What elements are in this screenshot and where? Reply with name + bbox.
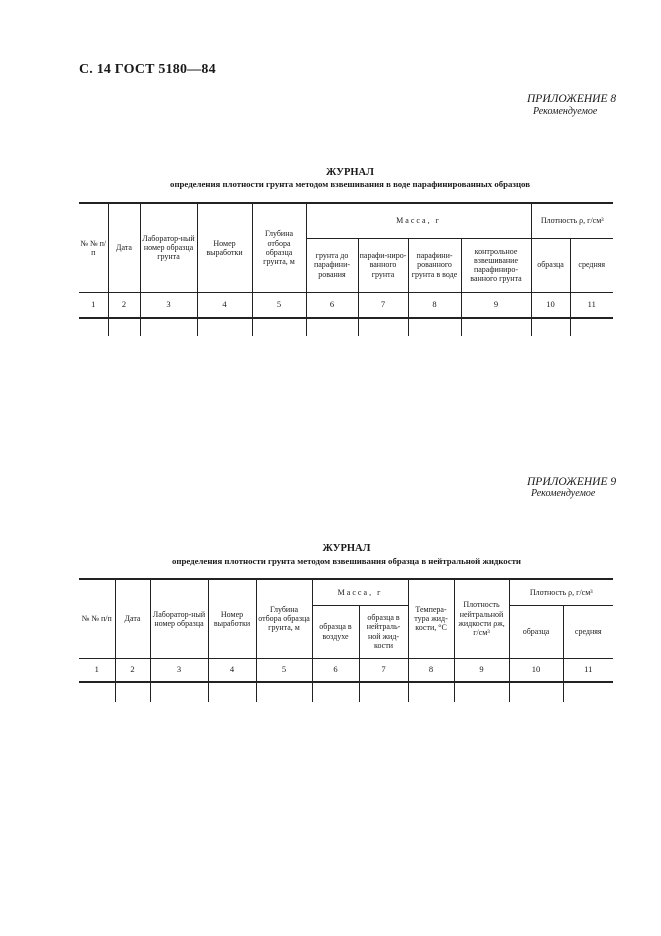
- journal-9-subtitle: определения плотности грунта методом взвешивания образца в нейтральной жидкости: [171, 556, 521, 566]
- col-date-header: Дата: [115, 579, 150, 658]
- empty-cell: [312, 682, 359, 702]
- empty-cell: [256, 682, 312, 702]
- col-number: 1: [79, 658, 115, 682]
- col-number-header: № № п/п: [79, 579, 115, 658]
- empty-cell: [150, 682, 208, 702]
- empty-cell: [252, 318, 306, 336]
- empty-cell: [358, 318, 408, 336]
- col-control-weighing-header: контрольное взвешивание парафиниро-ванного грунта: [461, 238, 531, 292]
- appendix-8-subtitle: Рекомендуемое: [533, 106, 598, 117]
- col-paraffined-header: парафи-ниро-ванного грунта: [358, 238, 408, 292]
- col-number: 8: [408, 658, 454, 682]
- appendix-8-title: ПРИЛОЖЕНИЕ 8: [527, 93, 617, 105]
- col-sample-air-header: образца в воздухе: [312, 605, 359, 658]
- col-lab-number-header: Лаборатор-ный номер образца грунта: [140, 203, 197, 292]
- col-number: 11: [570, 292, 613, 318]
- appendix-9-title: ПРИЛОЖЕНИЕ 9: [527, 476, 617, 488]
- col-number: 11: [563, 658, 613, 682]
- col-date-header: Дата: [108, 203, 140, 292]
- journal-8-table: [79, 202, 613, 336]
- empty-cell: [115, 682, 150, 702]
- empty-cell: [79, 682, 115, 702]
- empty-cell: [408, 682, 454, 702]
- empty-cell: [509, 682, 563, 702]
- col-sample-density-header: образца: [509, 605, 563, 658]
- journal-9-title: ЖУРНАЛ: [322, 543, 371, 554]
- density-group-header: Плотность ρ, г/см³: [509, 579, 613, 605]
- col-temperature-header: Темпера-тура жид-кости, °С: [408, 579, 454, 658]
- col-excavation-header: Номер выработки: [208, 579, 256, 658]
- empty-cell: [208, 682, 256, 702]
- empty-cell: [461, 318, 531, 336]
- col-number-header: № № п/п: [79, 203, 108, 292]
- col-liquid-density-header: Плотность нейтральной жидкости ρж, г/см³: [454, 579, 509, 658]
- col-number: 7: [358, 292, 408, 318]
- col-average-density-header: средняя: [563, 605, 613, 658]
- col-sample-liquid-header: образца в нейтраль-ной жид-кости: [359, 605, 408, 658]
- col-number: 1: [79, 292, 108, 318]
- empty-cell: [79, 318, 108, 336]
- density-group-header: Плотность ρ, г/см³: [531, 203, 613, 238]
- col-number: 9: [454, 658, 509, 682]
- col-soil-before-header: грунта до парафини-рования: [306, 238, 358, 292]
- col-depth-header: Глубина отбора образца грунта, м: [252, 203, 306, 292]
- col-number: 6: [312, 658, 359, 682]
- mass-group-header: Масса, г: [306, 203, 531, 238]
- col-number: 3: [140, 292, 197, 318]
- col-paraffined-water-header: парафини-рованного грунта в воде: [408, 238, 461, 292]
- col-number: 6: [306, 292, 358, 318]
- empty-cell: [197, 318, 252, 336]
- col-number: 8: [408, 292, 461, 318]
- mass-group-header: Масса, г: [312, 579, 408, 605]
- appendix-9-subtitle: Рекомендуемое: [531, 488, 596, 499]
- col-number: 5: [256, 658, 312, 682]
- journal-8-title: ЖУРНАЛ: [326, 167, 374, 178]
- col-number: 7: [359, 658, 408, 682]
- empty-cell: [140, 318, 197, 336]
- col-number: 3: [150, 658, 208, 682]
- col-depth-header: Глубина отбора образца грунта, м: [256, 579, 312, 658]
- page-header: С. 14 ГОСТ 5180—84: [79, 62, 216, 77]
- col-number: 2: [115, 658, 150, 682]
- empty-cell: [531, 318, 570, 336]
- col-number: 10: [509, 658, 563, 682]
- col-number: 5: [252, 292, 306, 318]
- col-number: 9: [461, 292, 531, 318]
- empty-cell: [408, 318, 461, 336]
- col-number: 10: [531, 292, 570, 318]
- col-number: 2: [108, 292, 140, 318]
- empty-cell: [306, 318, 358, 336]
- journal-8-subtitle: определения плотности грунта методом взвешивания в воде парафинированных образцов: [170, 179, 530, 189]
- col-average-density-header: средняя: [570, 238, 613, 292]
- col-sample-density-header: образца: [531, 238, 570, 292]
- col-excavation-header: Номер выработки: [197, 203, 252, 292]
- empty-cell: [108, 318, 140, 336]
- col-number: 4: [208, 658, 256, 682]
- empty-cell: [570, 318, 613, 336]
- col-lab-number-header: Лаборатор-ный номер образца: [150, 579, 208, 658]
- empty-cell: [454, 682, 509, 702]
- journal-9-table: [79, 578, 613, 702]
- empty-cell: [359, 682, 408, 702]
- col-number: 4: [197, 292, 252, 318]
- empty-cell: [563, 682, 613, 702]
